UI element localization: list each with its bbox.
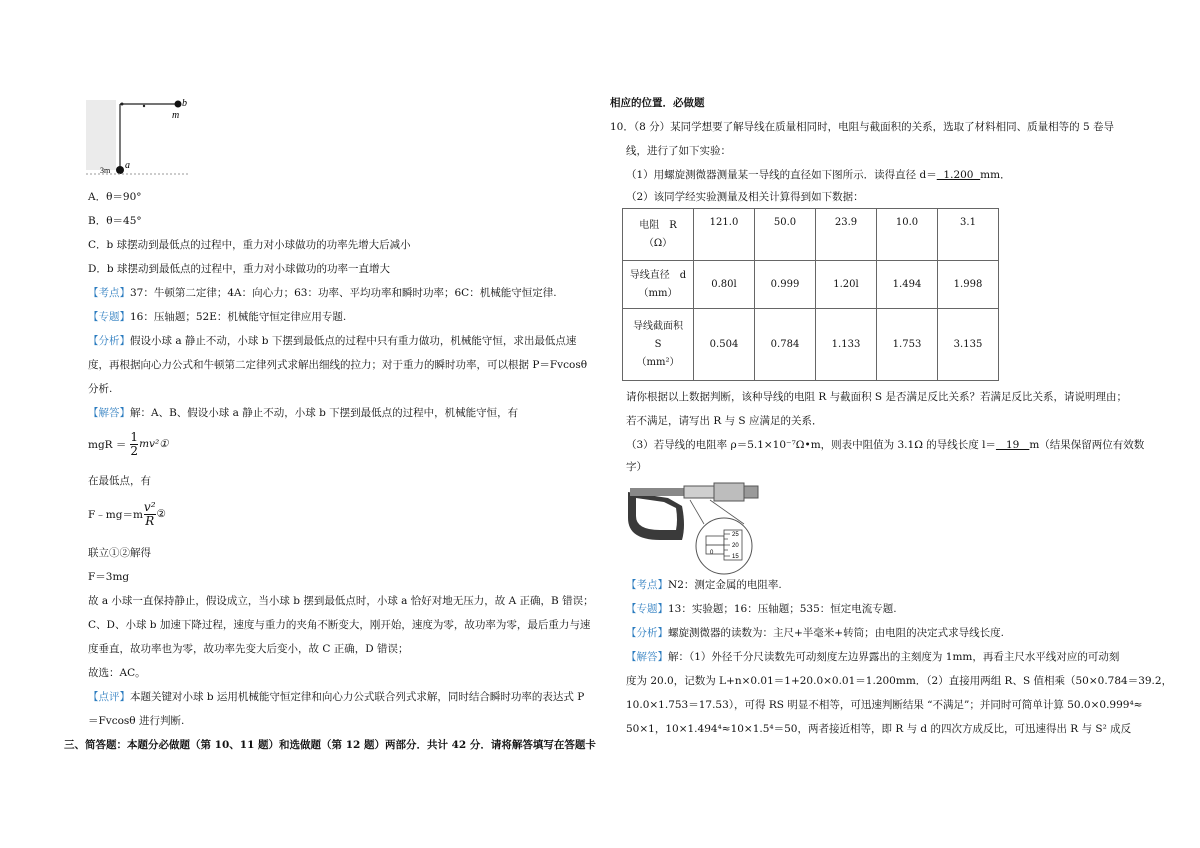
table-cell: 1.998 — [938, 261, 999, 309]
table-cell: 121.0 — [694, 209, 755, 261]
q10-part1-answer: 1.200 — [936, 169, 981, 181]
scale-label-15: 15 — [732, 554, 739, 560]
jieda-line-cd2: 度垂直，故功率也为零，故功率先变大后变小，故 C 正确，D 错误； — [88, 643, 409, 655]
label-b: b — [182, 98, 187, 109]
q10-part3-pre: （3）若导线的电阻率 ρ＝5.1×10⁻⁷Ω•m，则表中阻值为 3.1Ω 的导线长度 l＝ — [626, 439, 996, 451]
r-kaodian-line — [626, 578, 782, 592]
eq1-fraction — [130, 431, 138, 458]
header-s-unit: （mm²） — [636, 356, 680, 368]
q10-part3-post: m（结果保留两位有效数 — [1029, 439, 1145, 451]
section3-heading: 三、简答题：本题分必做题（第 10、11 题）和选做题（第 12 题）两部分．共计 42 分．请将解答填写在答题卡 — [64, 739, 596, 751]
r-jieda-text-3: 10.0×1.753＝17.53），可得 RS 明显不相等，可迅速判断结果 “不满足”；并同时可简单计算 50.0×0.999⁴≈ — [626, 699, 1143, 711]
kaodian-text: 37：牛顿第二定律；4A：向心力；63：功率、平均功率和瞬时功率；6C：机械能守恒定律. — [130, 287, 557, 299]
micrometer-sleeve — [684, 486, 714, 498]
q10-part3-line-2: 字） — [626, 461, 647, 473]
q10-part1-pre: （1）用螺旋测微器测量某一导线的直径如下图所示．读得直径 d＝ — [626, 169, 937, 181]
dianping-line-1 — [88, 690, 584, 704]
r-zhuanti-line — [626, 602, 897, 616]
r-fenxi-tag: 【分析】 — [626, 627, 668, 639]
q10-line-2: 线，进行了如下实验： — [626, 145, 731, 157]
dianping-text-1: 本题关键对小球 b 运用机械能守恒定律和向心力公式联合列式求解，同时结合瞬时功率的表达式 P — [130, 691, 585, 703]
pendulum-figure — [84, 96, 194, 180]
table-cell: 0.784 — [755, 309, 816, 381]
scale-label-20: 20 — [732, 543, 739, 549]
eq1-left: mgR ＝ — [88, 438, 127, 451]
table-cell: 1.494 — [877, 261, 938, 309]
lowest-point-text: 在最低点，有 — [88, 475, 151, 487]
pulley-1 — [121, 103, 124, 106]
eq2-left: F﹣mg＝m — [88, 508, 143, 521]
lianli-text: 联立①②解得 — [88, 547, 151, 559]
label-a: a — [125, 160, 130, 171]
judge-line-2: 若不满足，请写出 R 与 S 应满足的关系． — [626, 415, 823, 427]
jieda-line-1 — [88, 406, 518, 420]
zhuanti-text: 16：压轴题；52E：机械能守恒定律应用专题. — [130, 311, 347, 323]
r-fenxi-line — [626, 626, 1004, 640]
header-d-label: 导线直径 d — [629, 269, 687, 281]
dianping-text-2: ＝Fvcosθ 进行判断. — [88, 715, 185, 727]
option-c: C．b 球摆动到最低点的过程中，重力对小球做功的功率先增大后减小 — [88, 239, 411, 251]
equation-1 — [88, 426, 169, 462]
r-fenxi-text: 螺旋测微器的读数为：主尺+半毫米+转筒；由电阻的决定式求导线长度. — [668, 627, 1004, 639]
option-d: D．b 球摆动到最低点的过程中，重力对小球做功的功率一直增大 — [88, 263, 390, 275]
eq2-denominator: R — [145, 513, 155, 528]
micrometer-thimble — [714, 483, 744, 501]
ball-b — [175, 101, 182, 108]
fenxi-text-1: 假设小球 a 静止不动，小球 b 下摆到最低点的过程中只有重力做功，机械能守恒，求出最低点速 — [130, 335, 577, 347]
option-b: B．θ＝45° — [88, 215, 142, 227]
table-cell: 0.999 — [755, 261, 816, 309]
choose-text: 故选：AC。 — [88, 667, 146, 679]
header-r-label: 电阻 R — [639, 219, 677, 231]
r-kaodian-tag: 【考点】 — [626, 579, 668, 591]
wall-hatch — [86, 100, 116, 170]
r-jieda-text-4: 50×1，10×1.494⁴≈10×1.5⁴＝50，两者接近相等，即 R 与 d 的四次方成反比，可迅速得出 R 与 S² 成反 — [626, 723, 1132, 735]
section3-heading-cont: 相应的位置．必做题 — [610, 97, 705, 109]
header-s-label: 导线截面积 — [633, 320, 683, 332]
table-cell: 0.80l — [694, 261, 755, 309]
table-row — [623, 309, 999, 381]
r-zhuanti-text: 13：实验题；16：压轴题；535：恒定电流专题. — [668, 603, 897, 615]
zoom-line-1 — [690, 500, 704, 524]
header-d-unit: （mm） — [638, 287, 678, 299]
q10-line-1: 10．（8 分）某同学想要了解导线在质量相同时，电阻与截面积的关系，选取了材料相同、质量相等的 5 卷导 — [610, 121, 1114, 133]
eq1-right: mv²① — [139, 438, 169, 450]
r-kaodian-text: N2：测定金属的电阻率. — [668, 579, 782, 591]
data-table — [622, 208, 999, 381]
table-row — [623, 209, 999, 261]
eq2-right: ② — [156, 508, 166, 520]
table-header-d — [623, 261, 694, 309]
r-jieda-tag: 【解答】 — [626, 651, 668, 663]
q10-part3 — [626, 438, 1144, 452]
table-cell: 3.135 — [938, 309, 999, 381]
eq1-numerator: 1 — [130, 429, 139, 444]
kaodian-line — [88, 286, 557, 300]
jieda-line-a: 故 a 小球一直保持静止，假设成立，当小球 b 摆到最低点时，小球 a 恰好对地无压力，故 A 正确，B 错误； — [88, 595, 594, 607]
header-r-unit: （Ω） — [643, 237, 673, 249]
judge-line-1: 请你根据以上数据判断，该种导线的电阻 R 与截面积 S 是否满足反比关系？若满足反比关系，请说明理由； — [626, 391, 1127, 403]
q10-part1-post: mm． — [980, 169, 1011, 181]
jieda-text-1: 解：A、B、假设小球 a 静止不动，小球 b 下摆到最低点的过程中，机械能守恒，有 — [130, 407, 519, 419]
jieda-tag: 【解答】 — [88, 407, 130, 419]
zhuanti-tag: 【专题】 — [88, 311, 130, 323]
fenxi-text-3: 分析. — [88, 383, 113, 395]
q10-part3-answer: 19 — [995, 439, 1030, 451]
table-cell: 23.9 — [816, 209, 877, 261]
micrometer-anvil — [630, 488, 684, 496]
fenxi-tag: 【分析】 — [88, 335, 130, 347]
table-row — [623, 261, 999, 309]
table-header-r — [623, 209, 694, 261]
scale-label-25: 25 — [732, 532, 739, 538]
label-mass: 3m — [100, 166, 111, 175]
equation-2 — [88, 494, 166, 534]
scale-label-0: 0 — [710, 550, 714, 556]
r-jieda-text-2: 度为 20.0，记数为 L+n×0.01＝1+20.0×0.01＝1.200mm．（2）直接用两组 R、S 值相乘（50×0.784＝39.2， — [626, 675, 1173, 687]
micrometer-ratchet — [744, 486, 758, 498]
table-header-s — [623, 309, 694, 381]
table-cell: 3.1 — [938, 209, 999, 261]
result-text: F＝3mg — [88, 571, 130, 583]
label-m: m — [172, 110, 180, 121]
q10-part1 — [626, 168, 1011, 182]
r-zhuanti-tag: 【专题】 — [626, 603, 668, 615]
table-cell: 1.133 — [816, 309, 877, 381]
r-jieda-line-1 — [626, 650, 1119, 664]
jieda-line-cd1: C、D、小球 b 加速下降过程，速度与重力的夹角不断变大，刚开始，速度为零，故功率为零，最后重力与速 — [88, 619, 591, 631]
dianping-tag: 【点评】 — [88, 691, 130, 703]
pulley-2 — [143, 105, 145, 107]
eq2-numerator: v² — [143, 499, 156, 514]
micrometer-figure — [620, 478, 770, 576]
eq1-denominator: 2 — [130, 443, 139, 458]
table-cell: 1.753 — [877, 309, 938, 381]
option-a: A．θ＝90° — [88, 191, 142, 203]
table-cell: 50.0 — [755, 209, 816, 261]
table-cell: 0.504 — [694, 309, 755, 381]
header-s-symbol: S — [654, 338, 662, 350]
table-cell: 1.20l — [816, 261, 877, 309]
fenxi-text-2: 度，再根据向心力公式和牛顿第二定律列式求解出细线的拉力；对于重力的瞬时功率，可以根据 P＝Fvcosθ — [88, 359, 588, 371]
table-cell: 10.0 — [877, 209, 938, 261]
zhuanti-line — [88, 310, 346, 324]
kaodian-tag: 【考点】 — [88, 287, 130, 299]
fenxi-line-1 — [88, 334, 576, 348]
eq2-fraction — [144, 501, 156, 528]
ball-a — [116, 166, 124, 174]
r-jieda-text-1: 解：（1）外径千分尺读数先可动刻度左边界露出的主刻度为 1mm，再看主尺水平线对应的可动刻 — [668, 651, 1120, 663]
q10-part2: （2）该同学经实验测量及相关计算得到如下数据： — [626, 191, 864, 203]
